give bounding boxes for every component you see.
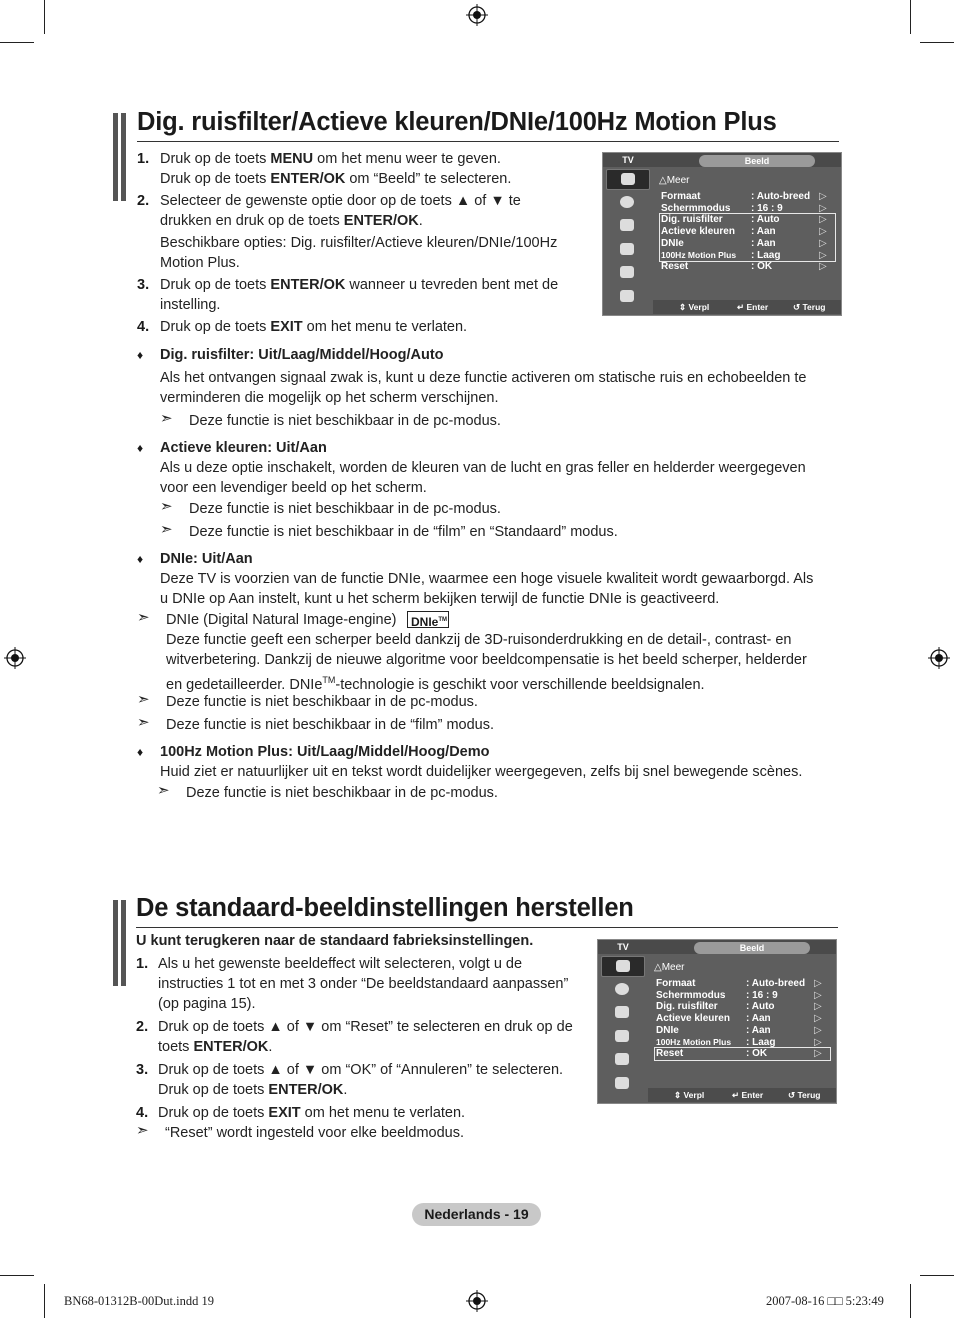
osd-menu-title: Beeld: [699, 155, 815, 167]
crop-mark: [44, 1284, 45, 1318]
registration-mark-icon: [466, 1290, 488, 1312]
step-text: instructies 1 tot en met 3 onder “De beeldstandaard aanpassen”: [158, 976, 569, 992]
osd-arrow-icon: ▷: [819, 237, 827, 249]
step-text: Druk op de toets EXIT om het menu te verlaten.: [158, 1105, 466, 1121]
note-text: Deze functie geeft een scherper beeld dankzij de 3D-ruisonderdrukking en de detail-, contrast- en: [166, 632, 792, 648]
osd-row-label: Dig. ruisfilter: [661, 214, 723, 226]
crop-mark: [44, 0, 45, 34]
bullet-icon: ♦: [137, 441, 144, 455]
osd-row-label: Reset: [661, 261, 689, 273]
osd-arrow-icon: ▷: [819, 249, 827, 261]
osd-more-label: △Meer: [654, 962, 685, 973]
option-text: u DNIe op Aan instelt, kunt u het scherm bekijken terwijl de functie DNIe is geactiveerd.: [160, 591, 720, 607]
osd-arrow-icon: ▷: [814, 1024, 822, 1036]
osd-row-label: DNIe: [656, 1024, 679, 1036]
osd-row-label: 100Hz Motion Plus: [656, 1036, 732, 1047]
step-number: 3.: [136, 1062, 149, 1078]
osd-highlight: [654, 1047, 831, 1061]
step-number: 1.: [137, 151, 150, 167]
picture-icon: [601, 956, 645, 977]
option-title: DNIe: Uit/Aan: [160, 551, 253, 567]
step-text: Motion Plus.: [160, 255, 240, 271]
osd-arrow-icon: ▷: [819, 226, 827, 238]
channel-icon: [606, 216, 648, 235]
bullet-icon: ♦: [137, 552, 144, 566]
note-arrow-icon: ➣: [157, 782, 170, 799]
osd-arrow-icon: ▷: [819, 214, 827, 226]
note-text: Deze functie is niet beschikbaar in de pc-modus.: [189, 501, 501, 517]
dnie-logo: DNIe™: [407, 611, 449, 628]
section-bar: [113, 113, 118, 201]
note-text: “Reset” wordt ingesteld voor elke beeldmodus.: [165, 1125, 465, 1141]
registration-mark-icon: [466, 4, 488, 26]
osd-move-hint: ⇕ Verpl: [674, 1090, 705, 1100]
osd-highlight: [659, 213, 836, 262]
tv-menu-screenshot: [602, 152, 842, 316]
bullet-icon: ♦: [137, 348, 144, 362]
note-arrow-icon: ➣: [160, 410, 173, 427]
step-number: 4.: [137, 319, 150, 335]
osd-row-value: : OK: [751, 261, 773, 273]
step-number: 4.: [136, 1105, 149, 1121]
osd-row-label: 100Hz Motion Plus: [661, 249, 737, 260]
osd-row-value: : Aan: [746, 1013, 771, 1025]
osd-row-label: Formaat: [661, 191, 701, 202]
option-title: 100Hz Motion Plus: Uit/Laag/Middel/Hoog/Demo: [160, 744, 490, 760]
osd-arrow-icon: ▷: [814, 978, 822, 989]
step-text: Als u het gewenste beeldeffect wilt selecteren, volgt u de: [158, 956, 523, 972]
crop-mark: [0, 42, 34, 43]
note-arrow-icon: ➣: [137, 714, 150, 731]
step-number: 2.: [137, 193, 150, 209]
osd-row-label: Formaat: [656, 978, 696, 989]
osd-move-hint: ⇕ Verpl: [679, 302, 710, 312]
intro-text: U kunt terugkeren naar de standaard fabrieksinstellingen.: [136, 933, 534, 949]
channel-icon: [601, 1003, 643, 1022]
input-icon: [601, 1050, 643, 1069]
note-text: en gedetailleerder. DNIe™-technologie is geschikt voor verschillende beeldsignalen.: [166, 675, 705, 693]
osd-return-hint: ↺ Terug: [793, 302, 826, 312]
osd-tv-label: TV: [622, 155, 634, 165]
osd-row-value: : Aan: [746, 1024, 771, 1036]
step-text: Selecteer de gewenste optie door op de toets ▲ of ▼ te: [160, 193, 521, 209]
step-number: 2.: [136, 1019, 149, 1035]
sound-icon: [601, 980, 643, 999]
option-text: verminderen die mogelijk op het scherm verschijnen.: [160, 390, 499, 406]
osd-row-value: : Aan: [751, 237, 776, 249]
osd-row-value: : OK: [746, 1048, 768, 1060]
osd-arrow-icon: ▷: [819, 202, 827, 214]
sound-icon: [606, 193, 648, 212]
option-text: Huid ziet er natuurlijker uit en tekst wordt duidelijker weergegeven, zelfs bij snel bewegende scènes.: [160, 764, 803, 780]
setup-icon: [601, 1027, 643, 1046]
step-number: 1.: [136, 956, 149, 972]
note-arrow-icon: ➣: [160, 498, 173, 515]
picture-icon: [606, 169, 650, 190]
option-text: Deze TV is voorzien van de functie DNIe, waarmee een hoge visuele kwaliteit wordt gewaarborgd. Als: [160, 571, 814, 587]
crop-mark: [920, 1275, 954, 1276]
osd-arrow-icon: ▷: [814, 1001, 822, 1013]
osd-row-value: : Auto: [751, 214, 780, 226]
osd-return-hint: ↺ Terug: [788, 1090, 821, 1100]
option-text: Als u deze optie inschakelt, worden de kleuren van de lucht en gras feller en helderder weergegeven: [160, 460, 806, 476]
osd-row-value: : Auto-breed: [746, 978, 806, 989]
option-title: Actieve kleuren: Uit/Aan: [160, 440, 327, 456]
note-text: witverbetering. Dankzij de nieuwe algoritme voor beeldcompensatie is het beeld scherper, helderder: [166, 652, 807, 668]
step-text: instelling.: [160, 297, 221, 313]
option-text: Als het ontvangen signaal zwak is, kunt u deze functie activeren om statische ruis en echobeelden te: [160, 370, 807, 386]
osd-footer: [648, 1088, 836, 1102]
osd-row-value: : 16 : 9: [746, 989, 778, 1001]
note-arrow-icon: ➣: [137, 691, 150, 708]
step-text: toets ENTER/OK.: [158, 1039, 273, 1055]
digital-icon: [606, 287, 648, 306]
osd-enter-hint: ↵ Enter: [737, 302, 769, 312]
osd-arrow-icon: ▷: [814, 989, 822, 1001]
osd-row-label: Schermmodus: [661, 202, 731, 214]
osd-row-value: : Aan: [751, 226, 776, 238]
bullet-icon: ♦: [137, 745, 144, 759]
step-text: Druk op de toets ENTER/OK om “Beeld” te selecteren.: [160, 171, 512, 187]
note-arrow-icon: ➣: [136, 1122, 149, 1139]
print-date: 2007-08-16 □□ 5:23:49: [766, 1294, 884, 1308]
osd-row-value: : Auto: [746, 1001, 775, 1013]
step-text: Druk op de toets ENTER/OK wanneer u tevreden bent met de: [160, 277, 559, 293]
osd-arrow-icon: ▷: [814, 1036, 822, 1048]
osd-row-label: Actieve kleuren: [656, 1013, 730, 1025]
title-rule: [136, 927, 838, 928]
note-text: Deze functie is niet beschikbaar in de pc-modus.: [189, 413, 501, 429]
note-arrow-icon: ➣: [160, 521, 173, 538]
osd-row-value: : Auto-breed: [751, 191, 811, 202]
step-text: Beschikbare opties: Dig. ruisfilter/Actieve kleuren/DNIe/100Hz: [160, 235, 558, 251]
registration-mark-icon: [928, 647, 950, 669]
osd-row-value: : 16 : 9: [751, 202, 783, 214]
note-arrow-icon: ➣: [137, 609, 150, 626]
input-icon: [606, 263, 648, 282]
step-text: Druk op de toets ▲ of ▼ om “Reset” te selecteren en druk op de: [158, 1019, 573, 1035]
crop-mark: [910, 1284, 911, 1318]
osd-enter-hint: ↵ Enter: [732, 1090, 764, 1100]
section-title: Dig. ruisfilter/Actieve kleuren/DNIe/100Hz Motion Plus: [137, 108, 777, 136]
registration-mark-icon: [4, 647, 26, 669]
section-bar: [121, 113, 126, 201]
osd-arrow-icon: ▷: [814, 1013, 822, 1025]
osd-row-value: : Laag: [746, 1036, 776, 1048]
note-text: DNIe (Digital Natural Image-engine): [166, 612, 397, 628]
osd-row-label: Actieve kleuren: [661, 226, 735, 238]
osd-arrow-icon: ▷: [814, 1048, 822, 1060]
osd-row-label: DNIe: [661, 237, 684, 249]
setup-icon: [606, 240, 648, 259]
osd-more-label: △Meer: [659, 175, 690, 186]
section-bar: [113, 900, 118, 986]
tv-menu-screenshot: [597, 939, 837, 1104]
crop-mark: [0, 1275, 34, 1276]
digital-icon: [601, 1074, 643, 1093]
option-title: Dig. ruisfilter: Uit/Laag/Middel/Hoog/Auto: [160, 347, 444, 363]
section-title: De standaard-beeldinstellingen herstellen: [136, 894, 634, 922]
option-text: voor een levendiger beeld op het scherm.: [160, 480, 427, 496]
crop-mark: [910, 0, 911, 34]
note-text: Deze functie is niet beschikbaar in de “film” en “Standaard” modus.: [189, 524, 618, 540]
title-rule: [137, 141, 839, 142]
osd-tv-label: TV: [617, 942, 629, 952]
osd-row-value: : Laag: [751, 249, 781, 261]
section-bar: [121, 900, 126, 986]
osd-row-label: Dig. ruisfilter: [656, 1001, 718, 1013]
page-label: Nederlands - 19: [412, 1203, 541, 1226]
note-text: Deze functie is niet beschikbaar in de pc-modus.: [186, 785, 498, 801]
step-text: Druk op de toets MENU om het menu weer te geven.: [160, 151, 501, 167]
step-text: Druk op de toets EXIT om het menu te verlaten.: [160, 319, 468, 335]
note-text: Deze functie is niet beschikbaar in de pc-modus.: [166, 694, 478, 710]
osd-arrow-icon: ▷: [819, 191, 827, 202]
osd-row-label: Reset: [656, 1048, 684, 1060]
osd-footer: [653, 300, 841, 314]
step-text: drukken en druk op de toets ENTER/OK.: [160, 213, 423, 229]
step-number: 3.: [137, 277, 150, 293]
note-text: Deze functie is niet beschikbaar in de “film” modus.: [166, 717, 495, 733]
crop-mark: [920, 42, 954, 43]
step-text: Druk op de toets ▲ of ▼ om “OK” of “Annuleren” te selecteren.: [158, 1062, 564, 1078]
osd-arrow-icon: ▷: [819, 261, 827, 273]
osd-row-label: Schermmodus: [656, 989, 726, 1001]
step-text: (op pagina 15).: [158, 996, 256, 1012]
step-text: Druk op de toets ENTER/OK.: [158, 1082, 348, 1098]
file-info: BN68-01312B-00Dut.indd 19: [64, 1294, 214, 1308]
osd-menu-title: Beeld: [694, 942, 810, 954]
